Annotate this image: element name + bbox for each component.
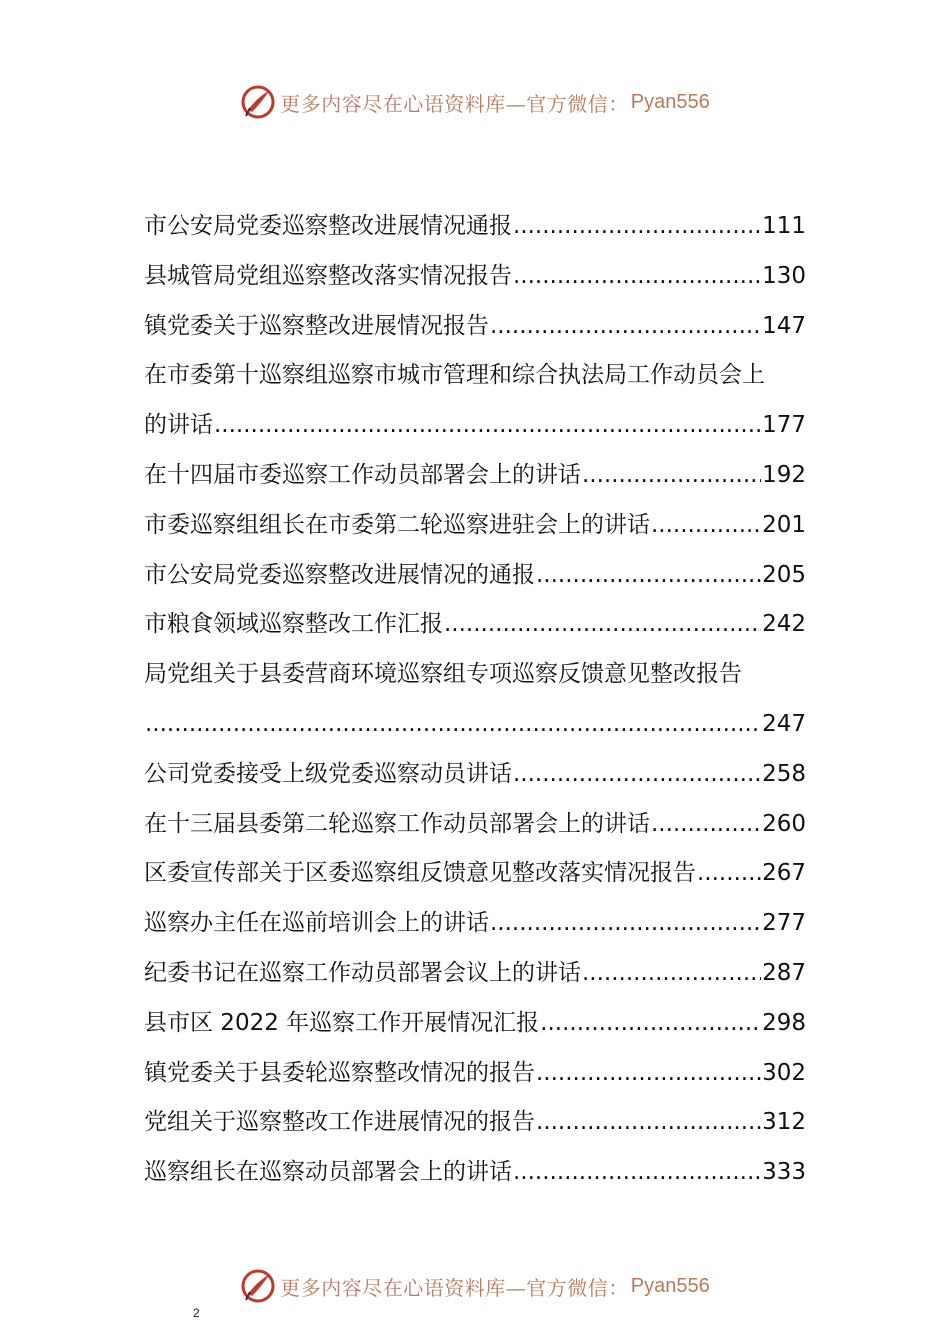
toc-entry[interactable]	[144, 1049, 806, 1099]
toc-entry[interactable]	[144, 999, 806, 1049]
toc-page: 177	[762, 412, 806, 439]
toc-entry[interactable]	[144, 1148, 806, 1198]
toc-page: 111	[762, 213, 806, 239]
toc-page: 312	[762, 1109, 806, 1136]
watermark-text: 更多内容尽在心语资料库—官方微信：	[280, 1275, 629, 1300]
toc-leader	[697, 849, 761, 899]
toc-title: 公司党委接受上级党委巡察动员讲话	[144, 760, 512, 787]
quill-logo-icon	[240, 84, 276, 120]
toc-entry[interactable]	[144, 899, 806, 949]
toc-leader	[513, 252, 761, 302]
toc-leader	[513, 202, 761, 252]
toc-entry[interactable]	[144, 252, 806, 302]
toc-title: 县城管局党组巡察整改落实情况报告	[144, 262, 512, 289]
toc-entry[interactable]	[144, 302, 806, 352]
toc-page: 201	[762, 511, 806, 538]
toc-entry[interactable]	[144, 849, 806, 899]
toc-leader	[513, 1148, 761, 1198]
toc-leader	[536, 1098, 761, 1148]
toc-leader	[490, 899, 761, 949]
toc-page: 333	[762, 1159, 806, 1186]
toc-page: 247	[762, 710, 806, 737]
toc-page: 277	[762, 910, 806, 937]
toc-leader	[582, 451, 761, 501]
toc-title: 市公安局党委巡察整改进展情况的通报	[144, 561, 535, 588]
toc-entry[interactable]	[144, 501, 806, 551]
table-of-contents	[144, 202, 806, 1198]
toc-title: 在十三届县委第二轮巡察工作动员部署会上的讲话	[144, 810, 650, 837]
toc-title: 党组关于巡察整改工作进展情况的报告	[144, 1109, 535, 1136]
toc-leader	[651, 501, 761, 551]
toc-entry[interactable]	[144, 351, 806, 451]
toc-entry[interactable]	[144, 750, 806, 800]
toc-page: 147	[762, 312, 806, 339]
toc-entry[interactable]	[144, 202, 806, 252]
wechat-id: Pyan556	[630, 90, 710, 113]
toc-entry[interactable]	[144, 600, 806, 650]
toc-leader	[490, 302, 761, 352]
toc-title: 区委宣传部关于区委巡察组反馈意见整改落实情况报告	[144, 860, 696, 887]
toc-page: 258	[762, 760, 806, 787]
toc-leader	[444, 600, 761, 650]
toc-page: 260	[762, 810, 806, 837]
toc-page: 298	[762, 1009, 806, 1036]
quill-logo-icon	[240, 1268, 276, 1304]
toc-page: 302	[762, 1059, 806, 1086]
toc-page: 242	[762, 611, 806, 638]
toc-leader	[536, 551, 761, 601]
toc-title: 市粮食领域巡察整改工作汇报	[144, 611, 443, 638]
toc-leader	[214, 401, 761, 451]
toc-page: 287	[762, 959, 806, 986]
page-number: 2	[193, 1306, 200, 1320]
toc-title: 县市区 2022 年巡察工作开展情况汇报	[144, 1009, 540, 1036]
toc-entry[interactable]	[144, 800, 806, 850]
toc-title: 在市委第十巡察组巡察市城市管理和综合执法局工作动员会上	[144, 362, 765, 389]
toc-page: 192	[762, 461, 806, 488]
toc-entry[interactable]	[144, 650, 806, 750]
toc-title: 市委巡察组组长在市委第二轮巡察进驻会上的讲话	[144, 511, 650, 538]
toc-title: 镇党委关于巡察整改进展情况报告	[144, 312, 489, 339]
toc-entry[interactable]	[144, 551, 806, 601]
toc-page: 205	[762, 561, 806, 588]
watermark-text: 更多内容尽在心语资料库—官方微信：	[280, 91, 629, 116]
toc-entry[interactable]	[144, 451, 806, 501]
toc-title-continued: 的讲话	[144, 412, 213, 439]
toc-title: 市公安局党委巡察整改进展情况通报	[144, 213, 512, 239]
toc-page: 130	[762, 262, 806, 289]
footer-watermark	[0, 1266, 950, 1306]
toc-page: 267	[762, 860, 806, 887]
toc-entry[interactable]	[144, 1098, 806, 1148]
wechat-id: Pyan556	[630, 1274, 710, 1297]
toc-title: 巡察办主任在巡前培训会上的讲话	[144, 910, 489, 937]
toc-entry[interactable]	[144, 949, 806, 999]
toc-title: 在十四届市委巡察工作动员部署会上的讲话	[144, 461, 581, 488]
toc-leader	[536, 1049, 761, 1099]
toc-leader	[540, 999, 761, 1049]
toc-title: 巡察组长在巡察动员部署会上的讲话	[144, 1159, 512, 1186]
toc-leader	[513, 750, 761, 800]
toc-title: 局党组关于县委营商环境巡察组专项巡察反馈意见整改报告	[144, 661, 742, 688]
toc-leader	[145, 700, 761, 750]
toc-leader	[582, 949, 761, 999]
toc-title: 镇党委关于县委轮巡察整改情况的报告	[144, 1059, 535, 1086]
toc-title: 纪委书记在巡察工作动员部署会议上的讲话	[144, 959, 581, 986]
header-watermark	[0, 82, 950, 122]
toc-leader	[651, 800, 761, 850]
